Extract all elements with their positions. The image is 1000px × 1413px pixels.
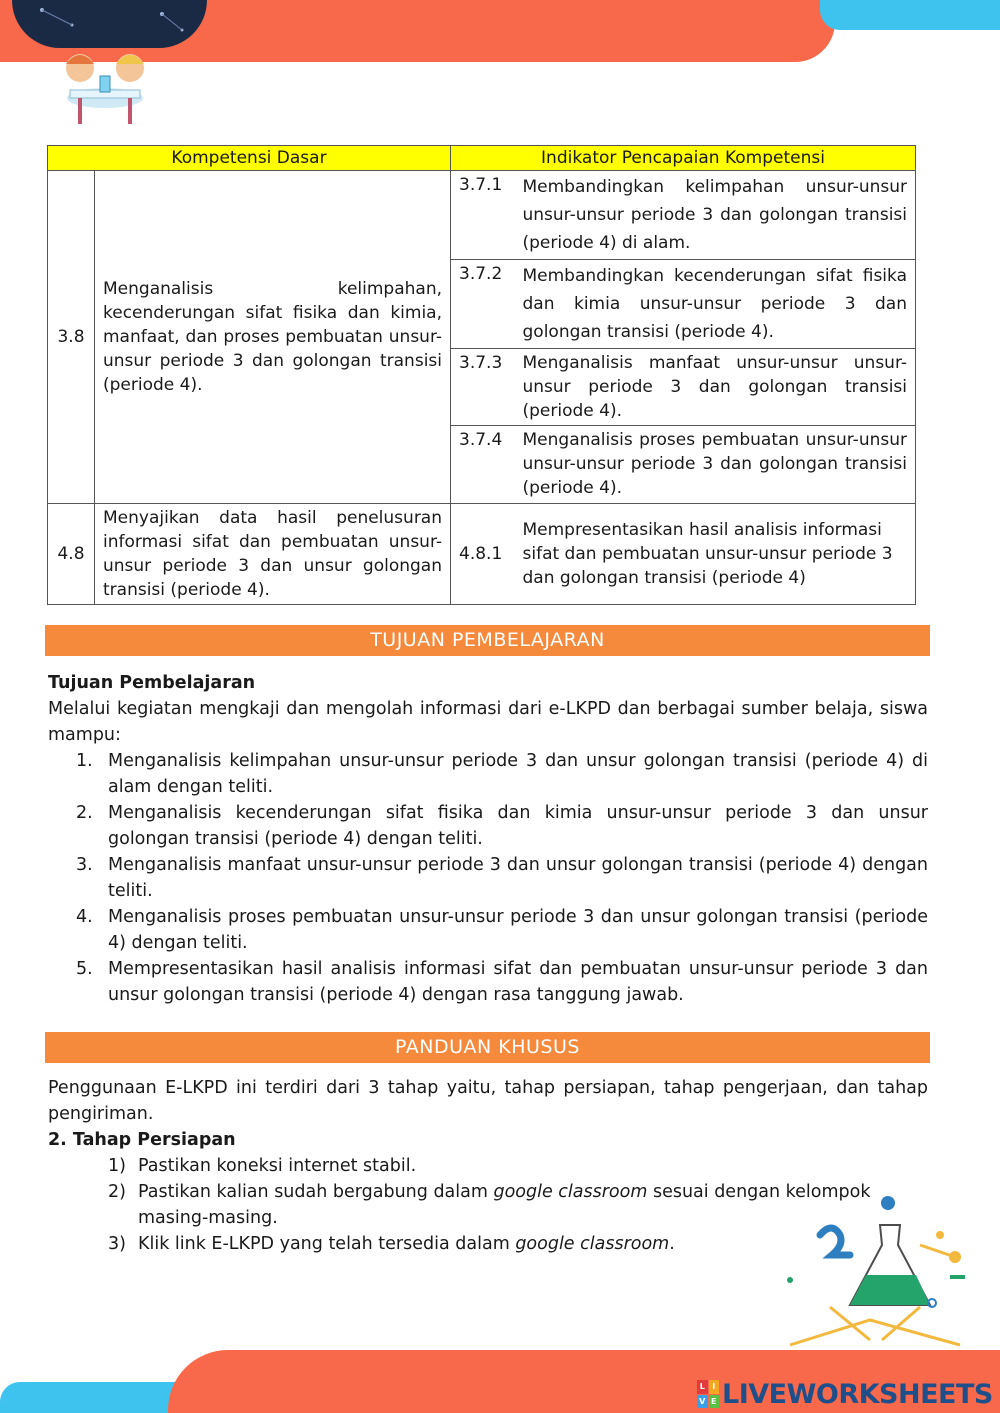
list-item xyxy=(48,852,928,904)
indicator-text: Menganalisis manfaat unsur-unsur unsur-unsur periode 3 dan golongan transisi (periode 4). xyxy=(517,349,916,426)
indicator-text: Membandingkan kelimpahan unsur-unsur unsur-unsur periode 3 dan golongan transisi (periode 4) di alam. xyxy=(517,171,916,260)
table-row xyxy=(48,504,916,605)
list-item xyxy=(48,748,928,800)
list-text: Menganalisis manfaat unsur-unsur periode 3 dan unsur golongan transisi (periode 4) dengan teliti. xyxy=(108,855,928,901)
list-number: 1. xyxy=(76,751,93,771)
flask-illustration xyxy=(770,1195,985,1365)
tujuan-list xyxy=(48,748,928,1008)
indicator-code: 3.7.3 xyxy=(451,349,517,426)
header-indikator: Indikator Pencapaian Kompetensi xyxy=(451,146,916,171)
indicator-code: 3.7.4 xyxy=(451,426,517,504)
header-kompetensi-dasar: Kompetensi Dasar xyxy=(48,146,451,171)
tujuan-section-bar: TUJUAN PEMBELAJARAN xyxy=(45,625,930,656)
competency-table xyxy=(47,145,916,605)
indicator-code: 4.8.1 xyxy=(451,504,517,605)
list-text: Menganalisis proses pembuatan unsur-unsur periode 3 dan unsur golongan transisi (periode 4) dengan teliti. xyxy=(108,907,928,953)
list-item xyxy=(48,1153,928,1179)
list-text: Menganalisis kecenderungan sifat fisika dan kimia unsur-unsur periode 3 dan unsur golongan transisi (periode 4) dengan teliti. xyxy=(108,803,928,849)
badge-letter: E xyxy=(709,1395,720,1409)
liveworksheets-logo[interactable] xyxy=(697,1378,997,1410)
list-text-after: . xyxy=(669,1234,675,1254)
panduan-step-title: 2. Tahap Persiapan xyxy=(48,1130,236,1150)
kd-description: Menyajikan data hasil penelusuran informasi sifat dan pembuatan unsur-unsur periode 3 dan unsur golongan transisi (periode 4). xyxy=(95,504,451,605)
header-blue-band xyxy=(820,0,1000,30)
panduan-intro: Penggunaan E-LKPD ini terdiri dari 3 tahap yaitu, tahap persiapan, tahap pengerjaan, dan tahap pengiriman. xyxy=(48,1078,928,1124)
kd-number: 4.8 xyxy=(48,504,95,605)
indicator-code: 3.7.2 xyxy=(451,260,517,349)
table-header-row xyxy=(48,146,916,171)
badge-letter: L xyxy=(697,1380,708,1394)
list-number: 2) xyxy=(108,1182,126,1202)
list-emphasis: google classroom xyxy=(515,1234,670,1254)
list-text: Menganalisis kelimpahan unsur-unsur periode 3 dan unsur golongan transisi (periode 4) di alam dengan teliti. xyxy=(108,751,928,797)
panduan-section-bar: PANDUAN KHUSUS xyxy=(45,1032,930,1063)
list-number: 1) xyxy=(108,1156,126,1176)
list-number: 3) xyxy=(108,1234,126,1254)
tujuan-intro: Melalui kegiatan mengkaji dan mengolah informasi dari e-LKPD dan berbagai sumber belaja, siswa mampu: xyxy=(48,699,928,745)
tujuan-heading: Tujuan Pembelajaran xyxy=(48,673,256,693)
indicator-text: Mempresentasikan hasil analisis informasi sifat dan pembuatan unsur-unsur periode 3 dan golongan transisi (periode 4) xyxy=(517,504,916,605)
tujuan-content xyxy=(48,670,928,1008)
list-text: Klik link E-LKPD yang telah tersedia dalam xyxy=(138,1234,516,1254)
indicator-text: Membandingkan kecenderungan sifat fisika dan kimia unsur-unsur periode 3 dan golongan transisi (periode 4). xyxy=(517,260,916,349)
liveworksheets-logo-text: LIVEWORKSHEETS xyxy=(722,1378,993,1410)
list-text: Pastikan kalian sudah bergabung dalam xyxy=(138,1182,494,1202)
list-text: Pastikan koneksi internet stabil. xyxy=(138,1156,417,1176)
badge-letter: V xyxy=(697,1395,708,1409)
list-item xyxy=(48,800,928,852)
kids-lab-illustration xyxy=(50,28,160,128)
badge-letter: I xyxy=(709,1380,720,1394)
list-number: 3. xyxy=(76,855,93,875)
list-text: Mempresentasikan hasil analisis informasi sifat dan pembuatan unsur-unsur periode 3 dan unsur golongan transisi (periode 4) dengan rasa tanggung jawab. xyxy=(108,959,928,1005)
list-number: 5. xyxy=(76,959,93,979)
indicator-text: Menganalisis proses pembuatan unsur-unsur unsur-unsur periode 3 dan golongan transisi (periode 4). xyxy=(517,426,916,504)
list-emphasis: google classroom xyxy=(493,1182,648,1202)
list-item xyxy=(48,904,928,956)
kd-number: 3.8 xyxy=(48,171,95,504)
list-number: 2. xyxy=(76,803,93,823)
liveworksheets-badge-icon xyxy=(697,1380,719,1408)
list-item xyxy=(48,956,928,1008)
kd-description: Menganalisis kelimpahan, kecenderungan sifat fisika dan kimia, manfaat, dan proses pembuatan unsur-unsur periode 3 dan golongan transisi (periode 4). xyxy=(95,171,451,504)
list-number: 4. xyxy=(76,907,93,927)
list-text-after: sesuai dengan kelompok masing-masing. xyxy=(138,1182,871,1228)
indicator-code: 3.7.1 xyxy=(451,171,517,260)
table-row xyxy=(48,171,916,260)
